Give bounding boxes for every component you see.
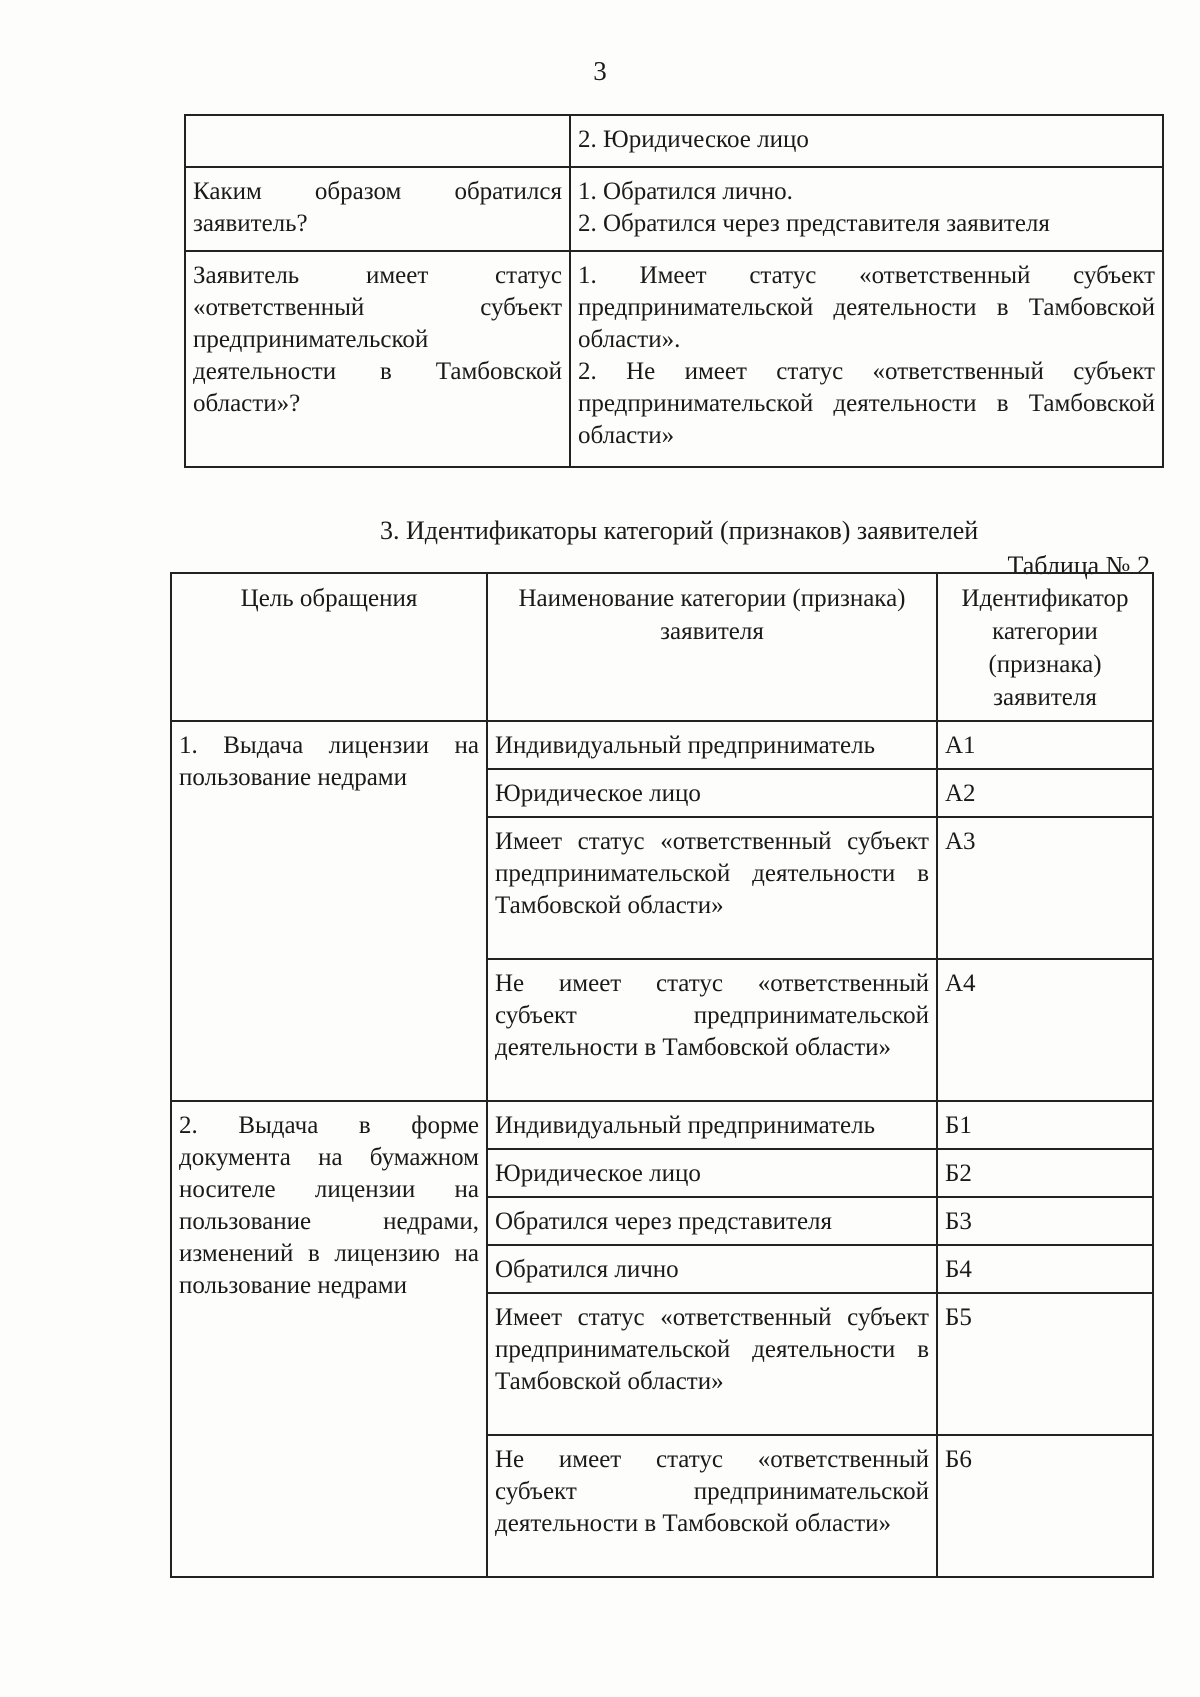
answer-cell bbox=[570, 251, 1163, 467]
category-cell: Обратился через представителя bbox=[487, 1197, 937, 1245]
header-identifier: Идентификатор категории (признака) заявителя bbox=[937, 573, 1153, 721]
header-purpose: Цель обращения bbox=[171, 573, 487, 721]
answer-option: 2. Обратился через представителя заявителя bbox=[578, 210, 1050, 237]
identifier-cell: Б6 bbox=[937, 1435, 1153, 1577]
category-cell: Индивидуальный предприниматель bbox=[487, 721, 937, 769]
identifier-cell: Б3 bbox=[937, 1197, 1153, 1245]
category-cell: Не имеет статус «ответственный субъект предпринимательской деятельности в Тамбовской области» bbox=[487, 959, 937, 1101]
category-cell: Имеет статус «ответственный субъект предпринимательской деятельности в Тамбовской области» bbox=[487, 817, 937, 959]
identifier-cell: Б5 bbox=[937, 1293, 1153, 1435]
identifier-cell: Б2 bbox=[937, 1149, 1153, 1197]
identifier-cell: А3 bbox=[937, 817, 1153, 959]
answer-cell bbox=[570, 167, 1163, 251]
table-row bbox=[171, 1101, 1153, 1149]
question-cell: Заявитель имеет статус «ответственный субъект предпринимательской деятельности в Тамбовской области»? bbox=[185, 251, 570, 467]
category-identifiers-table bbox=[170, 572, 1154, 1578]
category-cell: Юридическое лицо bbox=[487, 769, 937, 817]
identifier-cell: Б1 bbox=[937, 1101, 1153, 1149]
category-cell: Имеет статус «ответственный субъект предпринимательской деятельности в Тамбовской области» bbox=[487, 1293, 937, 1435]
table-row bbox=[171, 721, 1153, 769]
category-cell: Индивидуальный предприниматель bbox=[487, 1101, 937, 1149]
question-cell: Каким образом обратился заявитель? bbox=[185, 167, 570, 251]
table-header-row bbox=[171, 573, 1153, 721]
applicant-attributes-table bbox=[184, 114, 1164, 468]
answer-option: 2. Не имеет статус «ответственный субъект предпринимательской деятельности в Тамбовской области» bbox=[578, 358, 1155, 449]
section-heading: 3. Идентификаторы категорий (признаков) заявителей bbox=[380, 516, 979, 545]
identifier-cell: А4 bbox=[937, 959, 1153, 1101]
table-row bbox=[185, 115, 1163, 167]
identifier-cell: А1 bbox=[937, 721, 1153, 769]
table-row bbox=[185, 167, 1163, 251]
identifier-cell: А2 bbox=[937, 769, 1153, 817]
question-cell bbox=[185, 115, 570, 167]
category-cell: Обратился лично bbox=[487, 1245, 937, 1293]
table-row bbox=[185, 251, 1163, 467]
purpose-cell: 1. Выдача лицензии на пользование недрами bbox=[171, 721, 487, 1101]
table-label: Таблица № 2 bbox=[1007, 551, 1150, 580]
category-cell: Юридическое лицо bbox=[487, 1149, 937, 1197]
identifier-cell: Б4 bbox=[937, 1245, 1153, 1293]
answer-cell bbox=[570, 115, 1163, 167]
header-category: Наименование категории (признака) заявителя bbox=[487, 573, 937, 721]
category-cell: Не имеет статус «ответственный субъект предпринимательской деятельности в Тамбовской области» bbox=[487, 1435, 937, 1577]
answer-option: 1. Имеет статус «ответственный субъект предпринимательской деятельности в Тамбовской области». bbox=[578, 262, 1155, 353]
purpose-cell: 2. Выдача в форме документа на бумажном носителе лицензии на пользование недрами, изменений в лицензию на пользование недрами bbox=[171, 1101, 487, 1577]
answer-option: 2. Юридическое лицо bbox=[578, 126, 809, 153]
answer-option: 1. Обратился лично. bbox=[578, 178, 793, 205]
page-number: 3 bbox=[593, 56, 607, 86]
